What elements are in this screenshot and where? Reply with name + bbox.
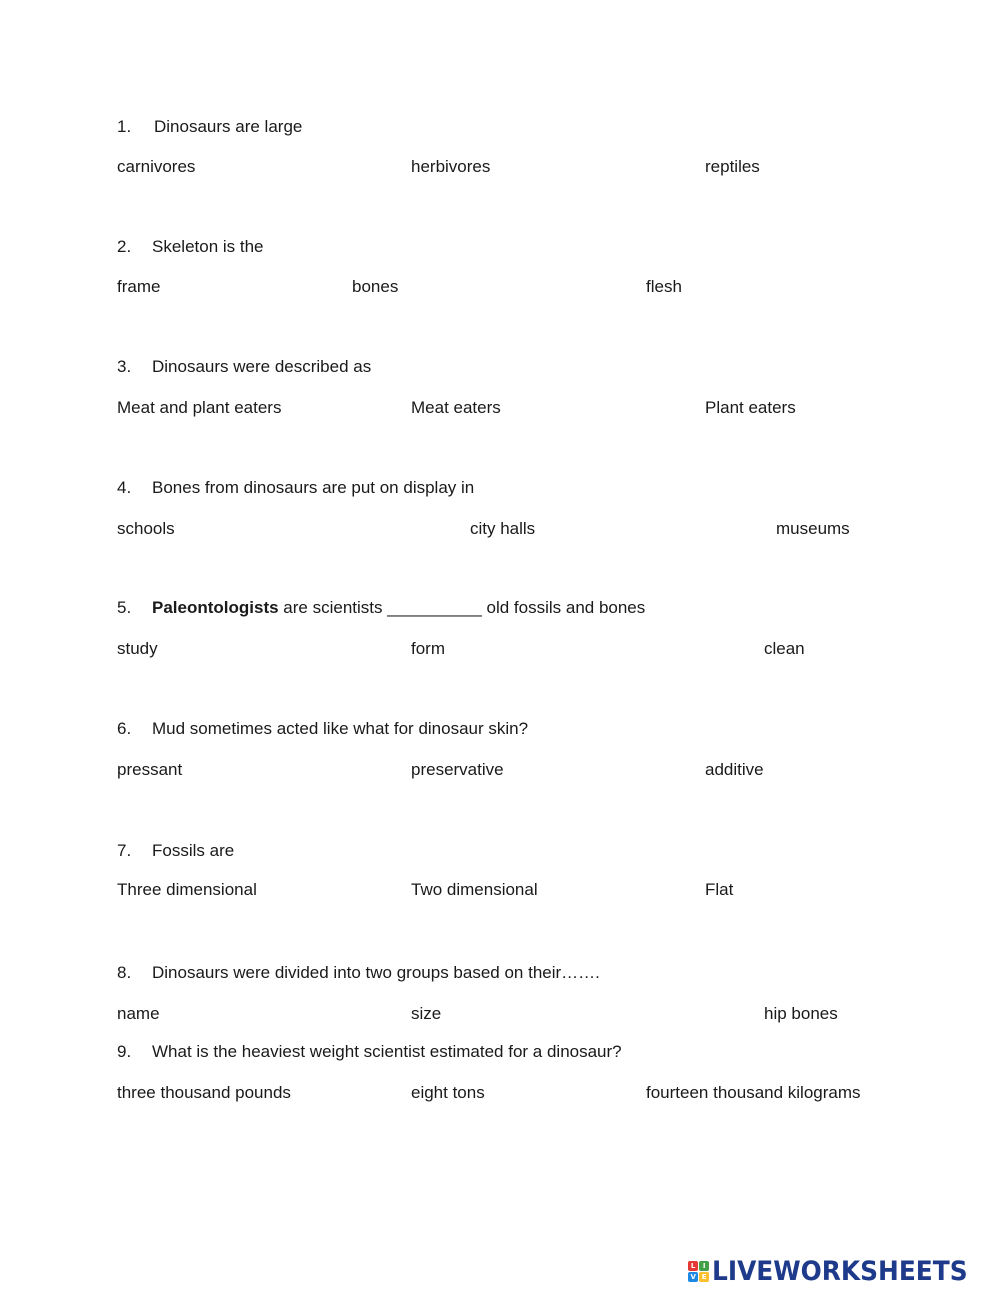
q4-option-3[interactable]: museums: [776, 519, 850, 538]
logo-mark-icon: [688, 1261, 709, 1282]
q1-option-1[interactable]: carnivores: [117, 157, 196, 176]
q5-option-2[interactable]: form: [411, 639, 445, 658]
question-number: 5.: [117, 598, 132, 617]
q4-option-1[interactable]: schools: [117, 519, 175, 538]
q8-option-2[interactable]: size: [411, 1004, 442, 1023]
question-text: Fossils are: [152, 841, 235, 860]
question-text: Dinosaurs were divided into two groups based on their…….: [152, 963, 600, 982]
question-number: 2.: [117, 237, 132, 256]
question-text: Dinosaurs were described as: [152, 357, 372, 376]
question-5: [117, 598, 645, 618]
question-text: Mud sometimes acted like what for dinosaur skin?: [152, 719, 529, 738]
q2-option-1[interactable]: frame: [117, 277, 161, 296]
q5-option-1[interactable]: study: [117, 639, 158, 658]
logo-mark-cell: E: [699, 1272, 709, 1282]
logo-mark-cell: V: [688, 1272, 698, 1282]
question-text: Skeleton is the: [152, 237, 264, 256]
question-8: [117, 963, 600, 983]
question-text: What is the heaviest weight scientist estimated for a dinosaur?: [152, 1042, 622, 1061]
question-number: 9.: [117, 1042, 132, 1061]
question-text: are scientists __________ old fossils and bones: [278, 598, 646, 617]
question-4: [117, 478, 474, 498]
question-2: [117, 237, 264, 257]
q7-option-2[interactable]: Two dimensional: [411, 880, 538, 899]
question-7: [117, 841, 234, 861]
question-3: [117, 357, 371, 377]
question-text: Dinosaurs are large: [154, 117, 303, 136]
q1-option-3[interactable]: reptiles: [705, 157, 760, 176]
question-6: [117, 719, 528, 739]
logo-text: LIVEWORKSHEETS: [712, 1255, 968, 1287]
q6-option-2[interactable]: preservative: [411, 760, 504, 779]
question-number: 3.: [117, 357, 132, 376]
q1-option-2[interactable]: herbivores: [411, 157, 491, 176]
q2-option-2[interactable]: bones: [352, 277, 399, 296]
q4-option-2[interactable]: city halls: [470, 519, 536, 538]
logo-mark-cell: L: [688, 1261, 698, 1271]
question-number: 1.: [117, 117, 132, 136]
question-text: Bones from dinosaurs are put on display in: [152, 478, 475, 497]
question-number: 7.: [117, 841, 132, 860]
q9-option-1[interactable]: three thousand pounds: [117, 1083, 291, 1102]
q8-option-1[interactable]: name: [117, 1004, 160, 1023]
logo-mark-cell: I: [699, 1261, 709, 1271]
q2-option-3[interactable]: flesh: [646, 277, 682, 296]
q7-option-1[interactable]: Three dimensional: [117, 880, 257, 899]
q6-option-3[interactable]: additive: [705, 760, 764, 779]
q7-option-3[interactable]: Flat: [705, 880, 734, 899]
q8-option-3[interactable]: hip bones: [764, 1004, 838, 1023]
question-number: 6.: [117, 719, 132, 738]
question-1: [117, 117, 302, 137]
q9-option-2[interactable]: eight tons: [411, 1083, 485, 1102]
q3-option-2[interactable]: Meat eaters: [411, 398, 501, 417]
liveworksheets-logo: [688, 1256, 990, 1286]
question-number: 8.: [117, 963, 132, 982]
bold-term: Paleontologists: [152, 598, 279, 617]
q3-option-1[interactable]: Meat and plant eaters: [117, 398, 282, 417]
q6-option-1[interactable]: pressant: [117, 760, 183, 779]
q3-option-3[interactable]: Plant eaters: [705, 398, 796, 417]
question-number: 4.: [117, 478, 132, 497]
q9-option-3[interactable]: fourteen thousand kilograms: [646, 1083, 861, 1102]
question-9: [117, 1042, 622, 1062]
q5-option-3[interactable]: clean: [764, 639, 805, 658]
